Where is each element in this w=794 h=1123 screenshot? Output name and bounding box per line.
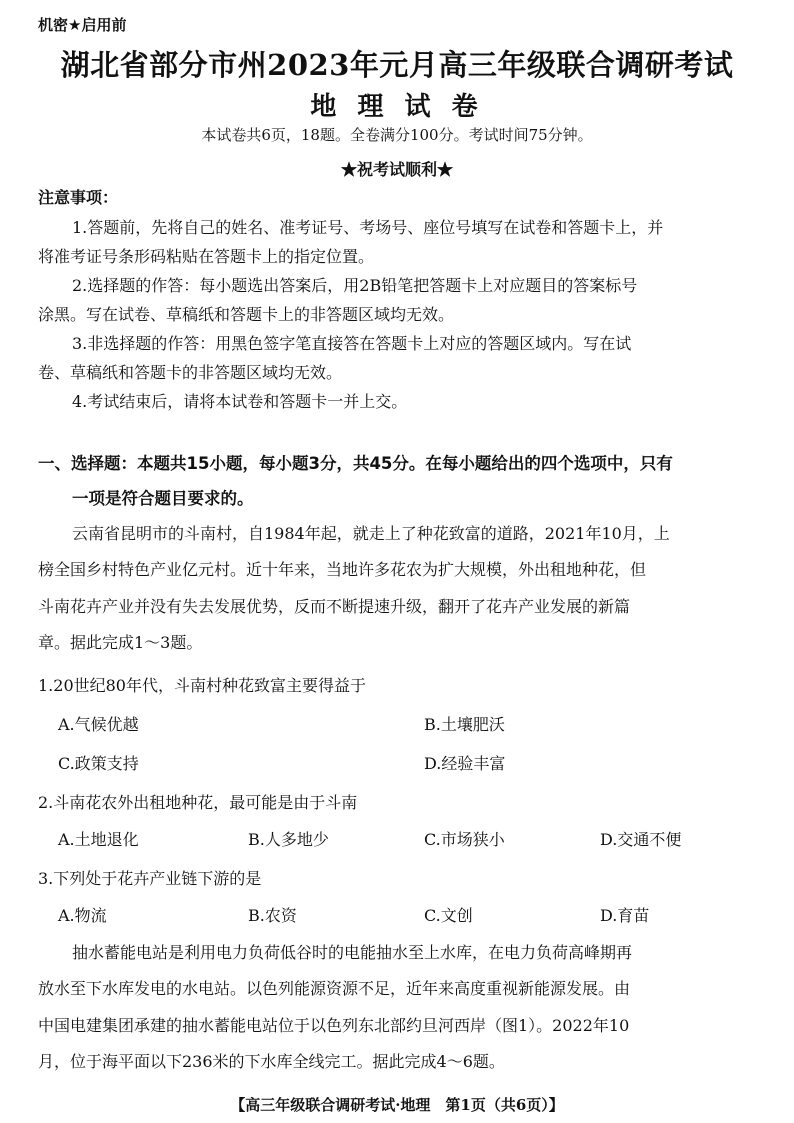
passage-line: 月，位于海平面以下236米的下水库全线完工。据此完成4～6题。 [38,1052,505,1071]
q3-option-c: C.文创 [424,906,473,925]
q3-option-d: D.育苗 [600,906,650,925]
page-footer: 【高三年级联合调研考试·地理 第1页（共6页）】 [230,1096,564,1114]
notice-line: 卷、草稿纸和答题卡的非答题区域均无效。 [38,363,343,382]
q2-option-c: C.市场狭小 [424,830,505,849]
question-2-stem: 2.斗南花农外出租地种花，最可能是由于斗南 [38,793,358,812]
q1-option-c: C.政策支持 [58,754,139,773]
q3-option-b: B.农资 [248,906,297,925]
q1-option-d: D.经验丰富 [424,754,506,773]
notice-line: 4.考试结束后，请将本试卷和答题卡一并上交。 [72,392,408,411]
notice-title: 注意事项： [38,188,119,207]
passage-line: 斗南花卉产业并没有失去发展优势，反而不断提速升级，翻开了花卉产业发展的新篇 [38,597,631,616]
good-luck-line: ★祝考试顺利★ [340,160,453,179]
passage-line: 章。据此完成1～3题。 [38,633,203,652]
question-3-stem: 3.下列处于花卉产业链下游的是 [38,869,262,888]
passage-line: 放水至下水库发电的水电站。以色列能源资源不足，近年来高度重视新能源发展。由 [38,979,631,998]
notice-line: 3.非选择题的作答：用黑色签字笔直接答在答题卡上对应的答题区域内。写在试 [72,334,632,353]
section-heading-cont: 一项是符合题目要求的。 [72,489,254,508]
q3-option-a: A.物流 [58,906,107,925]
notice-line: 将准考证号条形码粘贴在答题卡上的指定位置。 [38,247,375,266]
q2-option-a: A.土地退化 [58,830,139,849]
confidential-mark: 机密★启用前 [38,16,127,34]
question-1-stem: 1.20世纪80年代，斗南村种花致富主要得益于 [38,676,366,695]
passage-line: 抽水蓄能电站是利用电力负荷低谷时的电能抽水至上水库，在电力负荷高峰期再 [72,943,633,962]
notice-line: 涂黑。写在试卷、草稿纸和答题卡上的非答题区域均无效。 [38,305,455,324]
q2-option-d: D.交通不便 [600,830,682,849]
passage-line: 中国电建集团承建的抽水蓄能电站位于以色列东北部约旦河西岸（图1）。2022年10 [38,1016,630,1035]
q1-option-a: A.气候优越 [58,715,139,734]
q1-option-b: B.土壤肥沃 [424,715,505,734]
section-heading: 一、选择题：本题共15小题，每小题3分，共45分。在每小题给出的四个选项中，只有 [38,454,673,473]
q2-option-b: B.人多地少 [248,830,329,849]
passage-line: 云南省昆明市的斗南村，自1984年起，就走上了种花致富的道路，2021年10月，上 [72,524,670,543]
subject-title: 地 理 试 卷 [310,92,484,122]
notice-line: 2.选择题的作答：每小题选出答案后，用2B铅笔把答题卡上对应题目的答案标号 [72,276,638,295]
notice-line: 1.答题前，先将自己的姓名、准考证号、考场号、座位号填写在试卷和答题卡上，并 [72,218,664,237]
exam-title: 湖北省部分市州2023年元月高三年级联合调研考试 [60,48,734,82]
exam-info: 本试卷共6页，18题。全卷满分100分。考试时间75分钟。 [201,126,593,144]
passage-line: 榜全国乡村特色产业亿元村。近十年来，当地许多花农为扩大规模，外出租地种花，但 [38,560,647,579]
